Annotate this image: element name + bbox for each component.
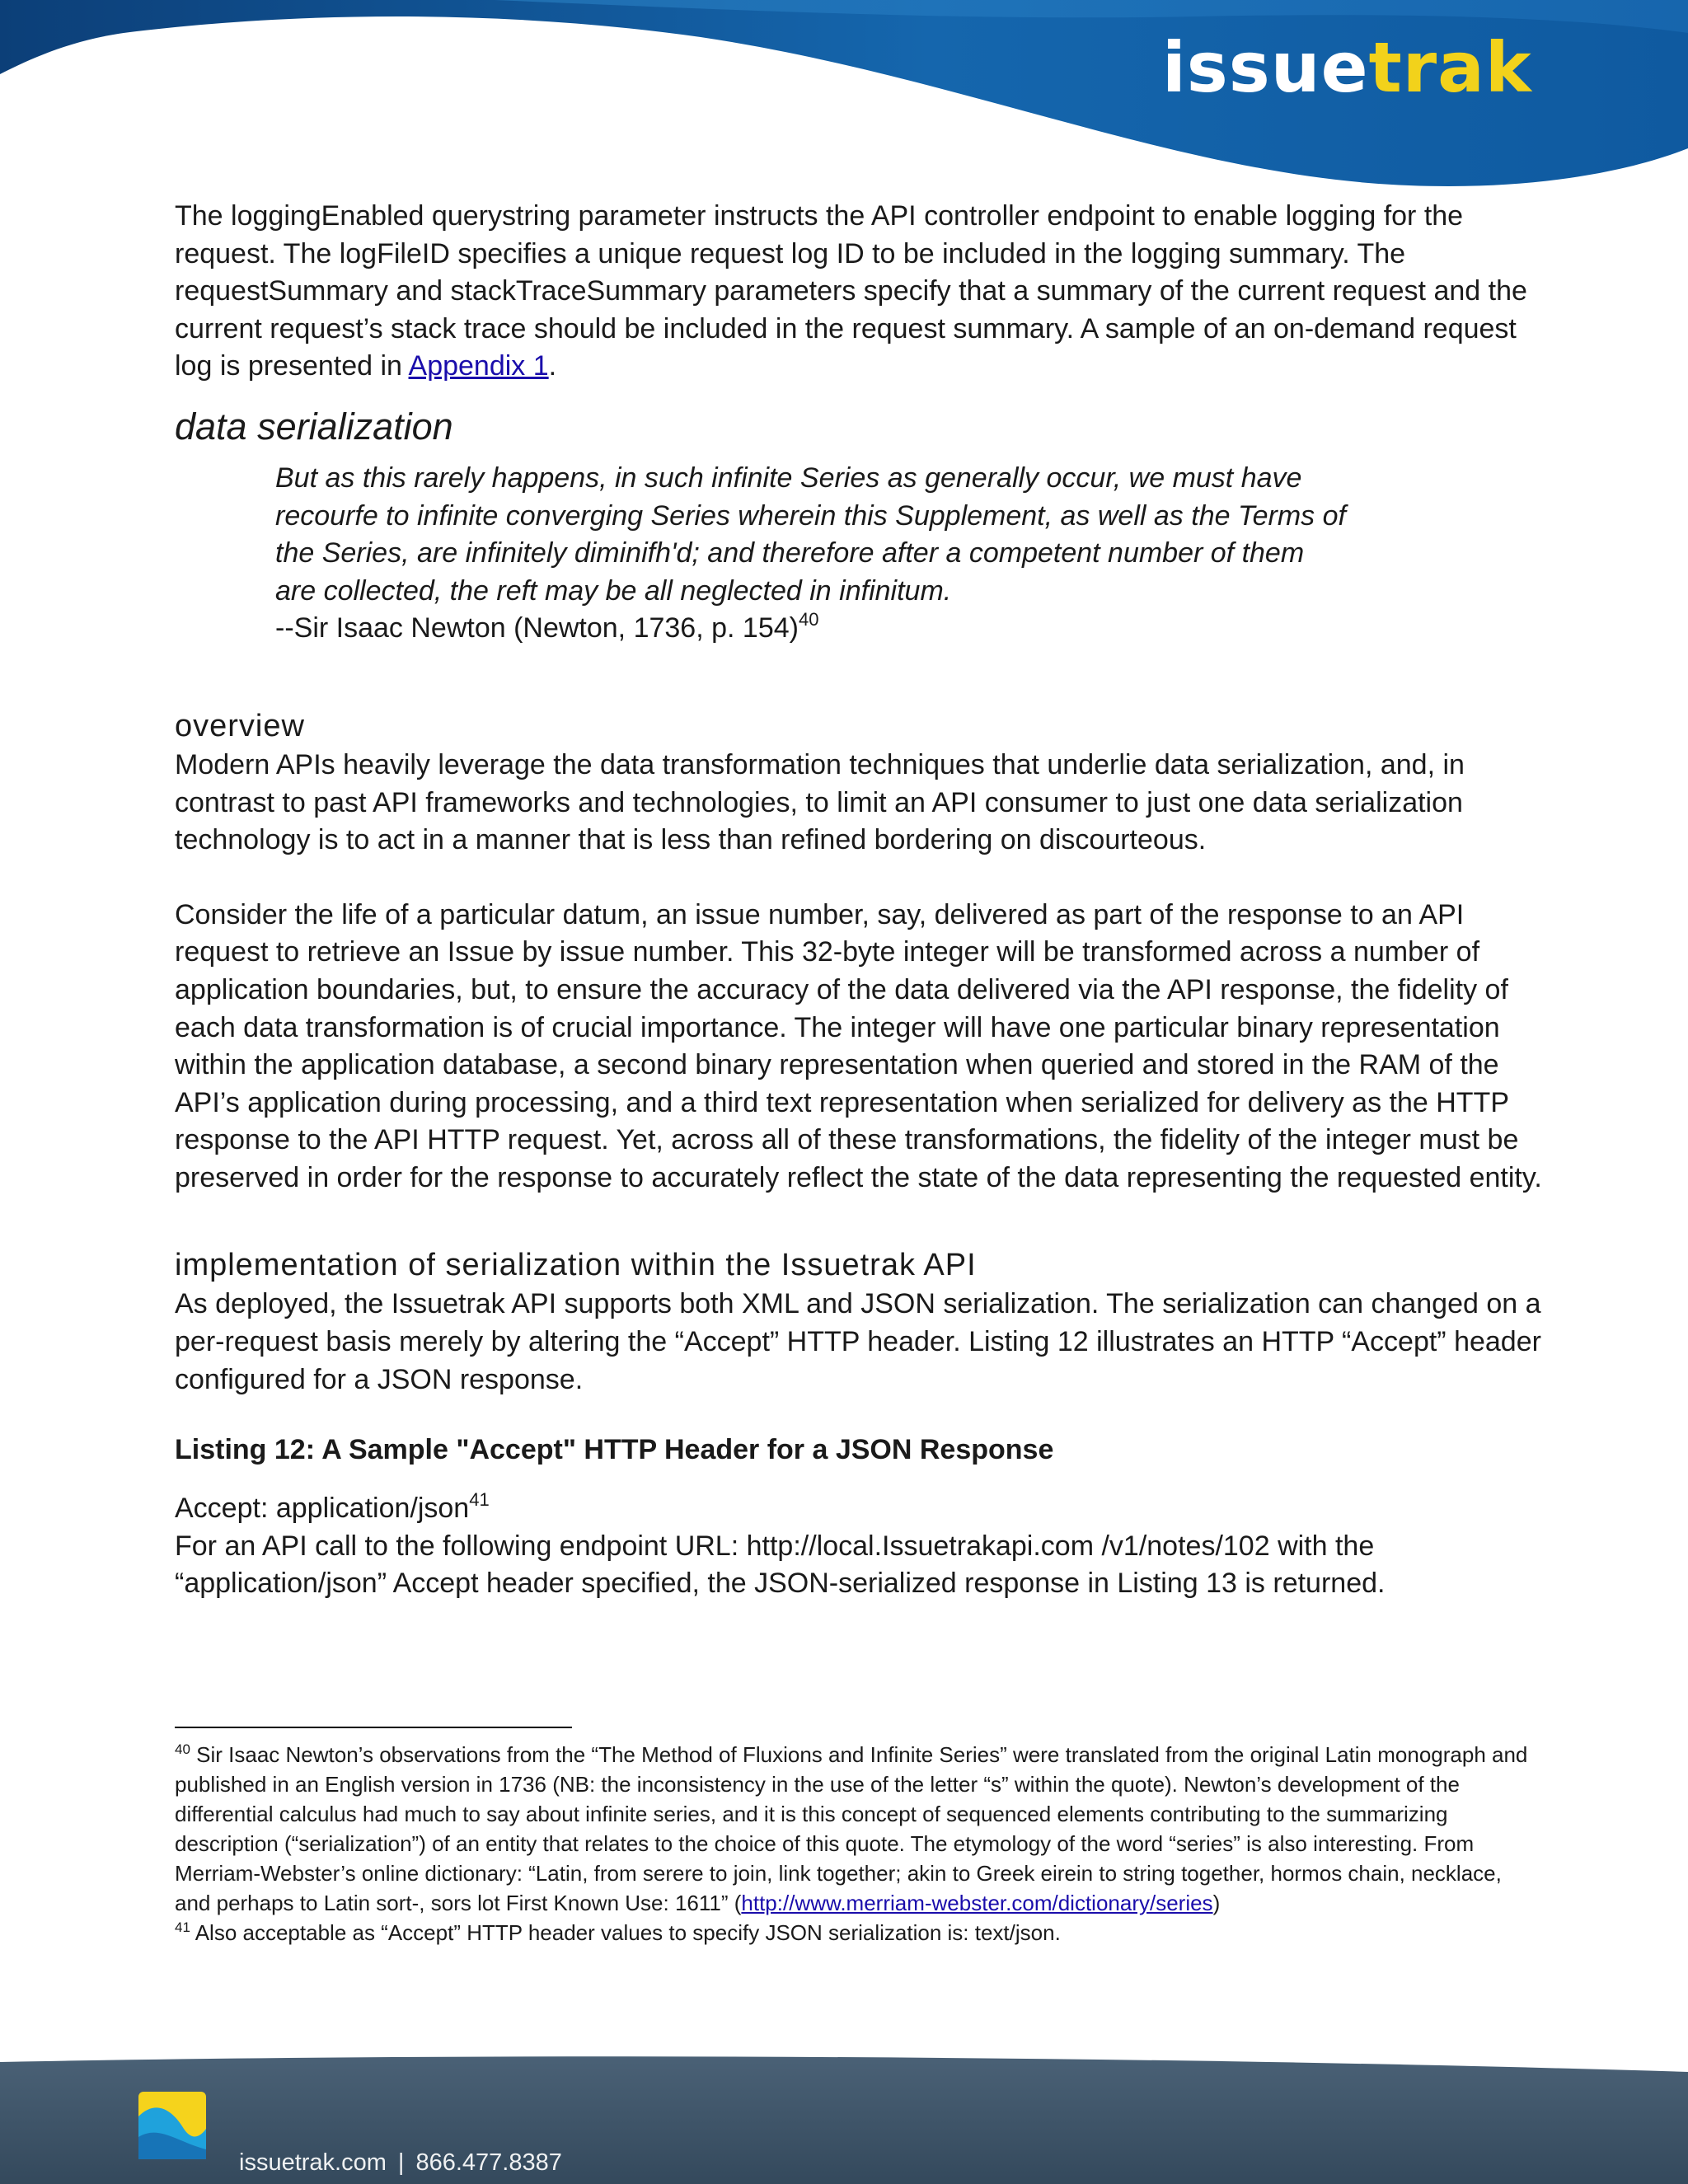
footer-phone[interactable]: 866.477.8387 — [415, 2149, 562, 2176]
page-content — [175, 198, 1543, 1603]
appendix-link[interactable]: Appendix 1 — [408, 350, 549, 382]
footnote-ref-41[interactable]: 41 — [469, 1489, 490, 1511]
issuetrak-logo: issuetrak — [1162, 27, 1532, 108]
merriam-webster-link[interactable]: http://www.merriam-webster.com/dictionary/series — [741, 1891, 1213, 1915]
footnote-divider — [175, 1727, 572, 1728]
footnote-41: $^{41}$ Also acceptable as “Accept” HTTP header values to specify JSON serialization is: text/json. — [175, 1919, 1061, 1945]
section-heading-implementation: implementation of serialization within the Issuetrak API — [175, 1248, 977, 1283]
footer-contact: issuetrak.com | 866.477.8387 — [239, 2149, 562, 2176]
overview-paragraph-1: Modern APIs heavily leverage the data transformation techniques that underlie data serialization, and, in contrast to past API frameworks and technologies, to limit an API consumer to just one data serialization technology is to act in a manner that is less than refined bordering on discourteous. — [175, 748, 1465, 856]
implementation-paragraph: As deployed, the Issuetrak API supports both XML and JSON serialization. The serialization can changed on a per-request basis merely by altering the “Accept” HTTP header. Listing 12 illustrates an HTTP “Accept” header configured for a JSON response. — [175, 1288, 1541, 1395]
quote-attribution: --Sir Isaac Newton (Newton, 1736, p. 154)$^{40}$ — [275, 609, 819, 644]
endpoint-paragraph: For an API call to the following endpoint URL: http://local.Issuetrakapi.com /v1/notes/102 with the “application/json” Accept header specified, the JSON-serialized response in Listing 13 is returned. — [175, 1530, 1386, 1600]
quote-text: But as this rarely happens, in such infinite Series as generally occur, we must have recourfe to infinite converging Series wherein this Supplement, as well as the Terms of the Series, are infinitely diminifh'd; and therefore after a competent number of them are collected, the reft may be all neglected in infinitum. — [275, 462, 1346, 607]
issuetrak-mark-icon — [138, 2092, 206, 2159]
footnote-ref-40[interactable]: 40 — [798, 609, 819, 630]
newton-quote — [275, 460, 1543, 648]
footnote-40: $^{40}$ Sir Isaac Newton’s observations from the “The Method of Fluxions and Infinite Series” were translated from the original Latin monograph and published in an English version in 1736 (NB: the inconsistency in the use of the letter “s” within the quote). Newton’s development of the differential calculus had much to say about infinite series, and it is this concept of sequenced elements contributing to the summarizing description (“serialization”) of an entity that relates to the choice of this quote. The etymology of the word “series” is also interesting. From Merriam-Webster’s online dictionary: “Latin, from serere to join, link together; akin to Greek eirein to string together, hormos chain, necklace, and perhaps to Latin sort-, sors lot First Known Use: 1611” (http://www.merriam-webster.com/dictionary/series) — [175, 1741, 1528, 1915]
footer-website[interactable]: issuetrak.com — [239, 2149, 387, 2176]
footnotes — [175, 1727, 1543, 1947]
overview-paragraph-2: Consider the life of a particular datum, an issue number, say, delivered as part of the response to an API request to retrieve an Issue by issue number. This 32-byte integer will be transformed across a number of application boundaries, but, to ensure the accuracy of the data delivered via the API response, the fidelity of each data transformation is of crucial importance. The integer will have one particular binary representation within the application database, a second binary representation when queried and stored in the RAM of the API’s application during processing, and a third text representation when serialized for delivery as the HTTP response to the API HTTP request. Yet, across all of these transformations, the fidelity of the integer must be preserved in order for the response to accurately reflect the state of the data representing the requested entity. — [175, 898, 1542, 1193]
accept-header-line: Accept: application/json$^{41}$ — [175, 1489, 490, 1525]
intro-paragraph: The loggingEnabled querystring parameter instructs the API controller endpoint to enable logging for the request. The logFileID specifies a unique request log ID to be included in the logging summary. The requestSummary and stackTraceSummary parameters specify that a summary of the current request and the current request’s stack trace should be included in the request summary. A sample of an on-demand request log is presented in Appendix 1. — [175, 200, 1527, 382]
section-heading-data-serialization: data serialization — [175, 405, 453, 448]
listing-12-title: Listing 12: A Sample "Accept" HTTP Header for a JSON Response — [175, 1434, 1054, 1466]
section-heading-overview: overview — [175, 708, 305, 743]
